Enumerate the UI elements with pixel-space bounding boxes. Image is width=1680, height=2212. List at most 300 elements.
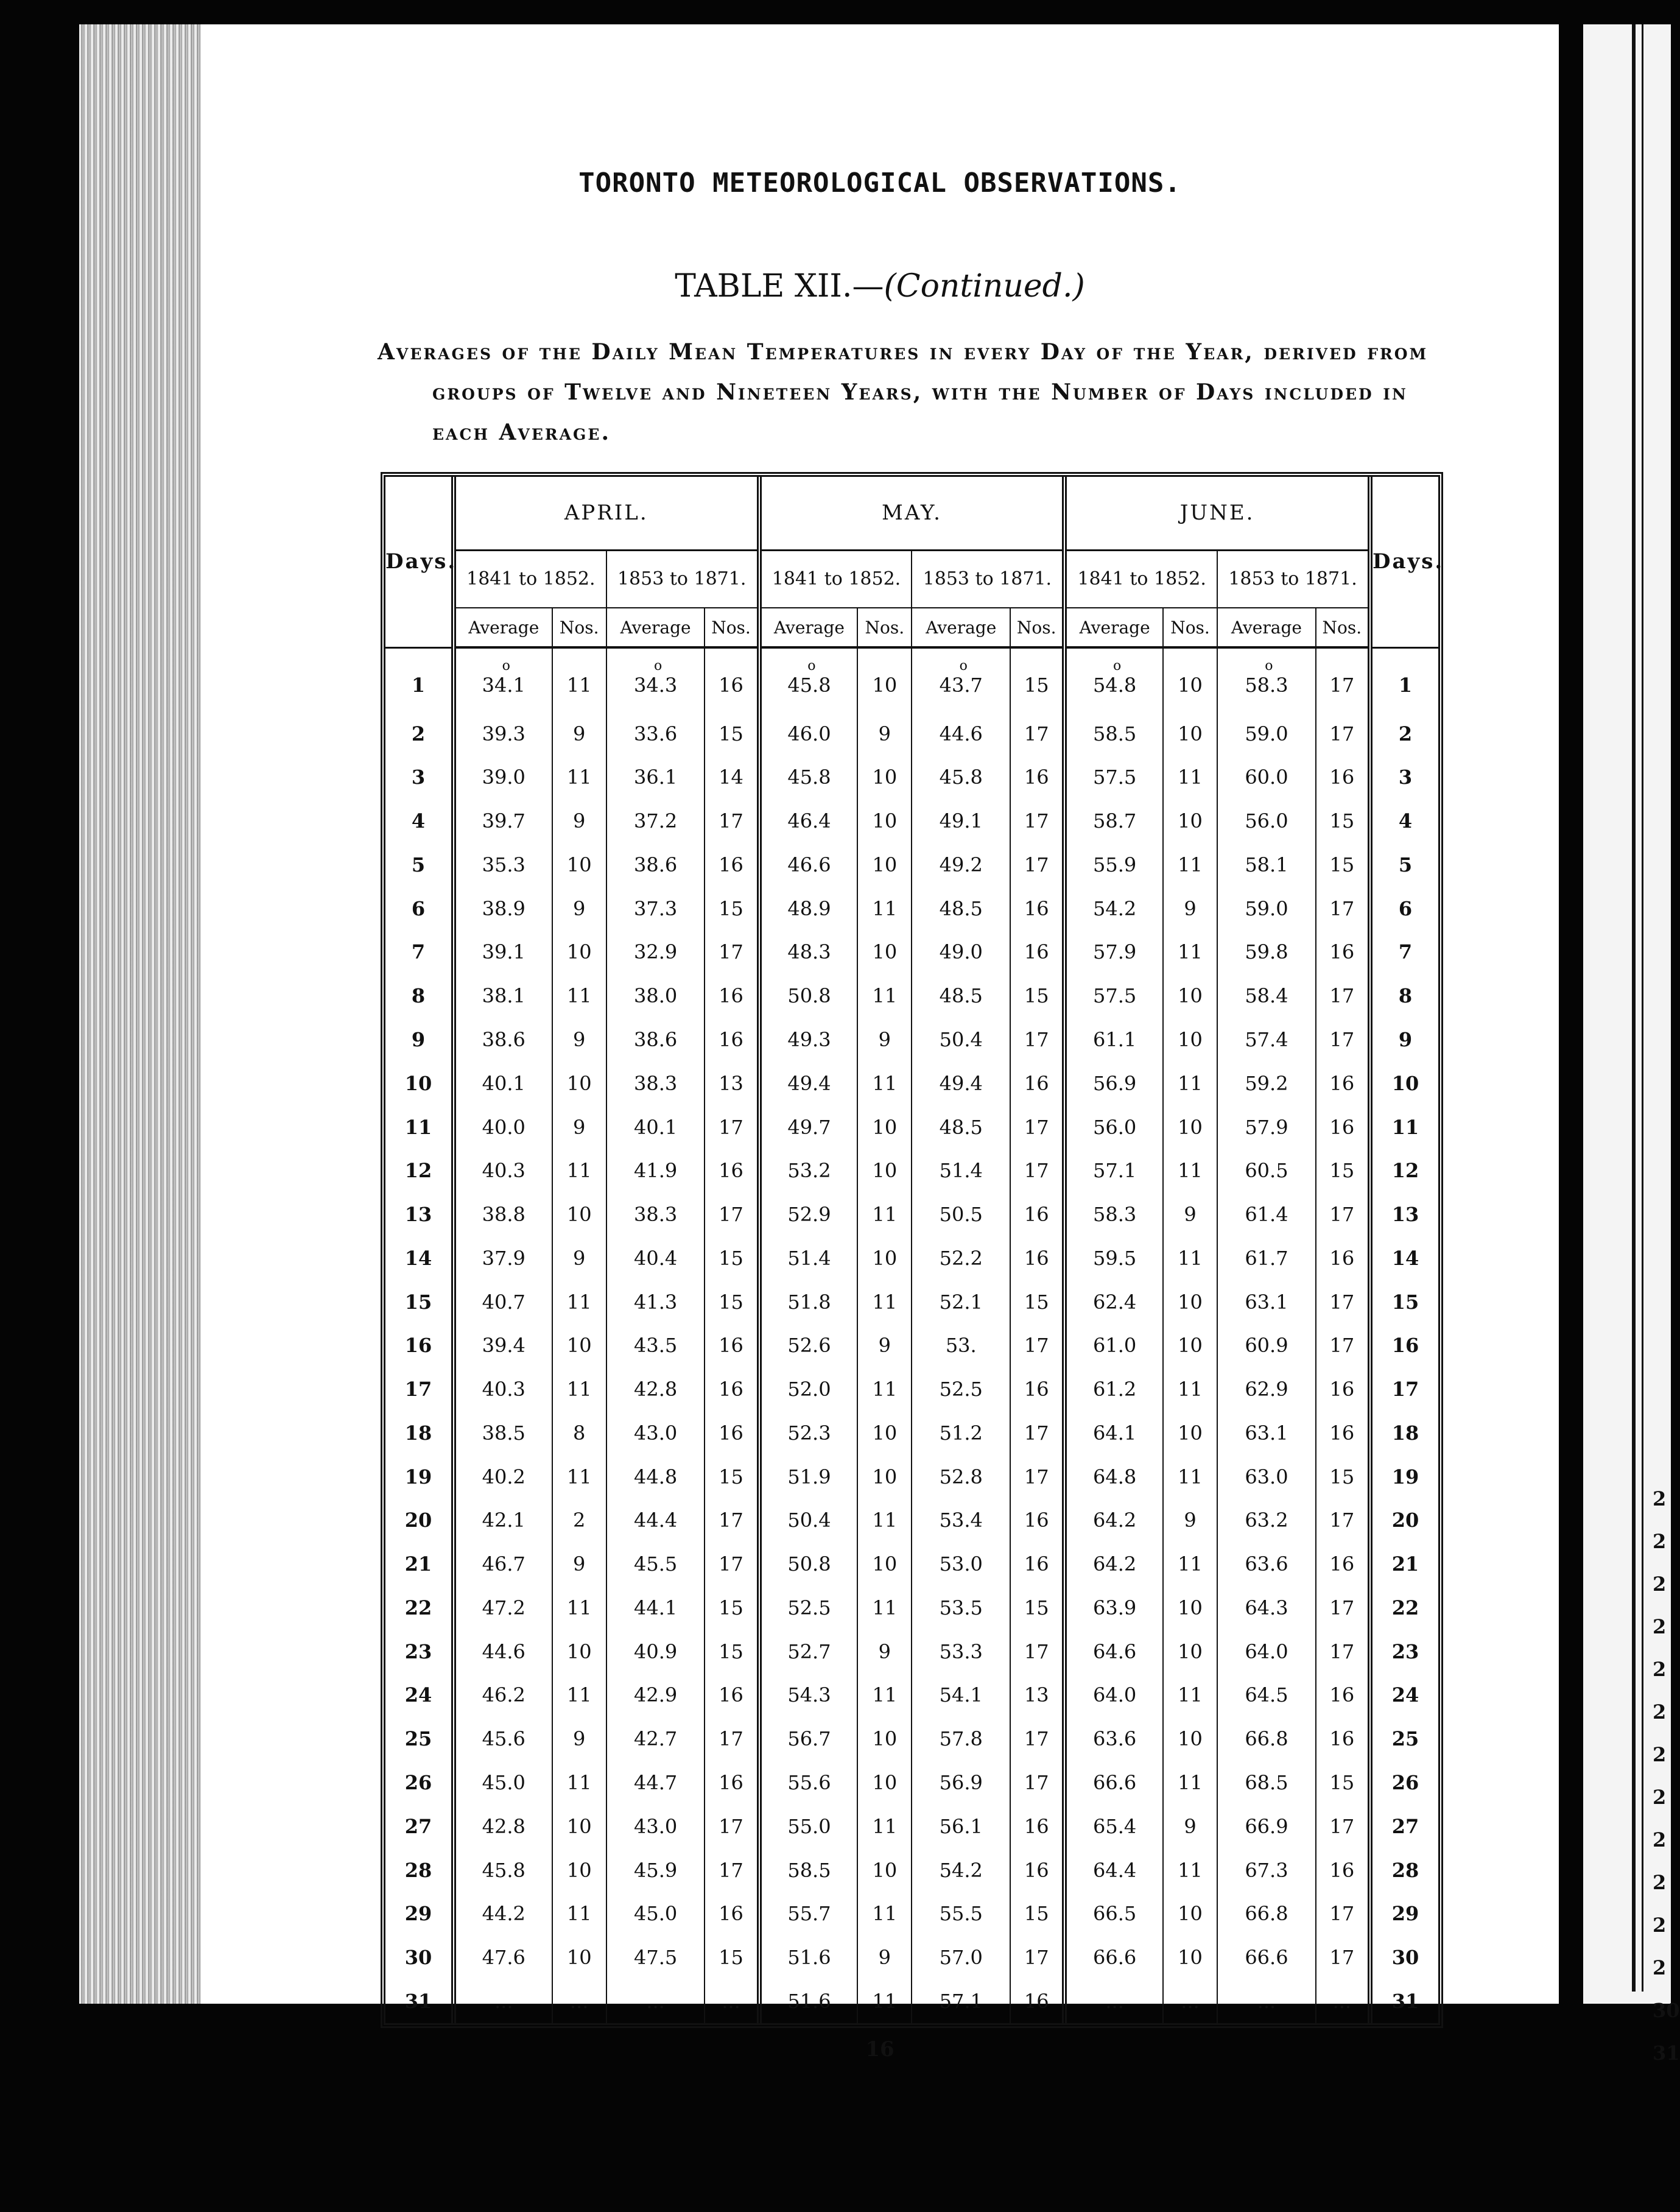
- average-cell: 38.6: [454, 1018, 552, 1062]
- nos-cell: 16: [1316, 1542, 1370, 1586]
- average-cell: 49.3: [759, 1018, 858, 1062]
- average-cell: 47.6: [454, 1936, 552, 1979]
- nos-cell: 17: [1010, 1105, 1064, 1149]
- running-title: TORONTO METEOROLOGICAL OBSERVATIONS.: [578, 167, 1181, 199]
- average-cell: 50.5: [912, 1192, 1010, 1236]
- nos-cell: 15: [705, 1236, 759, 1280]
- nos-cell: 17: [1316, 647, 1370, 712]
- average-cell: 61.4: [1217, 1192, 1316, 1236]
- facing-page-text: 2: [1653, 1700, 1667, 1724]
- average-cell: 59.5: [1064, 1236, 1163, 1280]
- nos-cell: 17: [1316, 1499, 1370, 1543]
- nos-cell: 10: [857, 1149, 912, 1192]
- average-value: 54.8: [1093, 673, 1137, 697]
- average-cell: 62.9: [1217, 1367, 1316, 1411]
- nos-cell: 17: [705, 799, 759, 843]
- nos-cell: 16: [1010, 1499, 1064, 1543]
- average-cell: 66.8: [1217, 1717, 1316, 1761]
- average-cell: 41.3: [606, 1280, 705, 1324]
- nos-cell: 15: [705, 1630, 759, 1674]
- nos-column-header: Nos.: [1316, 608, 1370, 647]
- table-title: [201, 268, 1559, 305]
- facing-page-text: 2: [1653, 1871, 1667, 1894]
- nos-cell: 16: [705, 1674, 759, 1717]
- average-column-header: Average: [606, 608, 705, 647]
- nos-cell: 15: [705, 712, 759, 756]
- average-cell: 64.0: [1217, 1630, 1316, 1674]
- period-header: 1841 to 1852.: [759, 550, 912, 608]
- average-cell: 51.6: [759, 1936, 858, 1979]
- nos-cell: 17: [1316, 1586, 1370, 1630]
- average-cell: 38.0: [606, 974, 705, 1018]
- nos-cell: 11: [857, 1062, 912, 1105]
- nos-cell: 11: [1163, 1674, 1217, 1717]
- average-cell: 57.9: [1064, 931, 1163, 974]
- average-cell: 55.0: [759, 1805, 858, 1848]
- table-row: [385, 1236, 1438, 1280]
- day-cell: 25: [1370, 1717, 1438, 1761]
- average-cell: [454, 647, 552, 712]
- nos-cell: 16: [705, 1149, 759, 1192]
- average-cell: 32.9: [606, 931, 705, 974]
- period-header: 1853 to 1871.: [912, 550, 1064, 608]
- table-row: [385, 1936, 1438, 1979]
- nos-cell: 16: [1316, 1717, 1370, 1761]
- table-title-continued: (Continued.): [884, 268, 1085, 305]
- day-cell: 5: [411, 853, 426, 876]
- nos-cell: 16: [1316, 1411, 1370, 1455]
- nos-cell: 10: [857, 647, 912, 712]
- nos-cell: 10: [857, 1236, 912, 1280]
- day-cell: 9: [411, 1028, 426, 1051]
- average-cell: 49.4: [759, 1062, 858, 1105]
- average-cell: 64.3: [1217, 1586, 1316, 1630]
- period-header: 1841 to 1852.: [454, 550, 606, 608]
- nos-cell: 10: [857, 1455, 912, 1499]
- average-cell: 57.8: [912, 1717, 1010, 1761]
- degree-value: [939, 658, 983, 697]
- average-cell: 56.9: [1064, 1062, 1163, 1105]
- day-cell: 1: [411, 673, 426, 697]
- nos-cell: 17: [1010, 1018, 1064, 1062]
- average-cell: 52.2: [912, 1236, 1010, 1280]
- average-cell: 53.2: [759, 1149, 858, 1192]
- nos-cell: 16: [705, 1323, 759, 1367]
- average-cell: 60.9: [1217, 1323, 1316, 1367]
- nos-cell: 11: [857, 1280, 912, 1324]
- day-cell: 15: [404, 1290, 432, 1314]
- nos-cell: 11: [552, 1149, 606, 1192]
- nos-cell: 10: [857, 1542, 912, 1586]
- average-cell: 39.1: [454, 931, 552, 974]
- day-cell: 11: [404, 1115, 432, 1139]
- page-number: 16: [865, 2037, 894, 2062]
- nos-cell: 15: [705, 1936, 759, 1979]
- average-cell: 37.3: [606, 887, 705, 931]
- day-cell: 2: [1370, 712, 1438, 756]
- facing-page-fragment: [1583, 24, 1680, 2065]
- table-row: [385, 1149, 1438, 1192]
- nos-cell: ...: [1316, 1979, 1370, 2023]
- nos-cell: ...: [1163, 1979, 1217, 2023]
- nos-cell: 17: [1316, 1630, 1370, 1674]
- nos-cell: 14: [705, 756, 759, 800]
- average-cell: 61.0: [1064, 1323, 1163, 1367]
- average-cell: 63.6: [1217, 1542, 1316, 1586]
- average-cell: 38.6: [606, 843, 705, 887]
- nos-cell: 15: [1010, 1892, 1064, 1936]
- average-cell: ...: [1217, 1979, 1316, 2023]
- average-cell: 40.1: [454, 1062, 552, 1105]
- average-cell: 42.1: [454, 1499, 552, 1543]
- average-cell: 63.9: [1064, 1586, 1163, 1630]
- month-header-june: JUNE.: [1064, 477, 1370, 550]
- average-cell: [912, 647, 1010, 712]
- day-cell: 31: [404, 1989, 432, 2013]
- nos-cell: 10: [1163, 647, 1217, 712]
- average-cell: 56.0: [1217, 799, 1316, 843]
- day-cell: 23: [404, 1640, 432, 1663]
- average-cell: [606, 647, 705, 712]
- nos-cell: 15: [1010, 1586, 1064, 1630]
- table-row: [385, 1674, 1438, 1717]
- average-value: 43.7: [939, 673, 983, 697]
- nos-cell: 16: [705, 974, 759, 1018]
- average-cell: 60.5: [1217, 1149, 1316, 1192]
- average-cell: 66.9: [1217, 1805, 1316, 1848]
- day-cell: 20: [1370, 1499, 1438, 1543]
- nos-cell: 17: [1010, 1761, 1064, 1805]
- average-cell: 46.6: [759, 843, 858, 887]
- degree-mark: o: [807, 658, 816, 674]
- book-page-edges: [79, 24, 219, 2004]
- average-cell: ...: [1064, 1979, 1163, 2023]
- table-row: [385, 1630, 1438, 1674]
- nos-column-header: Nos.: [552, 608, 606, 647]
- average-cell: 47.5: [606, 1936, 705, 1979]
- average-cell: 43.0: [606, 1411, 705, 1455]
- table-row: [385, 1542, 1438, 1586]
- day-cell: 11: [1370, 1105, 1438, 1149]
- average-cell: 53.0: [912, 1542, 1010, 1586]
- average-cell: 51.4: [759, 1236, 858, 1280]
- day-cell: 6: [1370, 887, 1438, 931]
- average-cell: [759, 647, 858, 712]
- nos-cell: 17: [1010, 1149, 1064, 1192]
- table-row: [385, 1586, 1438, 1630]
- table-row: [385, 1280, 1438, 1324]
- nos-cell: 10: [857, 756, 912, 800]
- average-cell: 45.5: [606, 1542, 705, 1586]
- average-cell: 57.5: [1064, 974, 1163, 1018]
- nos-cell: 15: [705, 887, 759, 931]
- nos-cell: 17: [705, 931, 759, 974]
- average-cell: 66.6: [1064, 1761, 1163, 1805]
- average-cell: 42.8: [454, 1805, 552, 1848]
- nos-cell: 17: [1010, 1717, 1064, 1761]
- nos-cell: 11: [552, 974, 606, 1018]
- average-cell: 51.2: [912, 1411, 1010, 1455]
- nos-cell: 16: [1316, 1367, 1370, 1411]
- nos-cell: 16: [1316, 931, 1370, 974]
- nos-cell: 11: [857, 1979, 912, 2023]
- day-cell: 5: [1370, 843, 1438, 887]
- average-cell: 50.8: [759, 1542, 858, 1586]
- average-cell: 40.0: [454, 1105, 552, 1149]
- nos-cell: ...: [552, 1979, 606, 2023]
- nos-cell: 16: [705, 1367, 759, 1411]
- nos-cell: 11: [1163, 1062, 1217, 1105]
- day-cell: 16: [1370, 1323, 1438, 1367]
- day-cell: 14: [1370, 1236, 1438, 1280]
- nos-cell: 11: [857, 1499, 912, 1543]
- day-cell: 3: [1370, 756, 1438, 800]
- nos-cell: 16: [1010, 1542, 1064, 1586]
- average-cell: 46.0: [759, 712, 858, 756]
- average-cell: 45.0: [454, 1761, 552, 1805]
- average-cell: 42.8: [606, 1367, 705, 1411]
- day-cell: 29: [404, 1902, 432, 1926]
- average-cell: 52.0: [759, 1367, 858, 1411]
- average-cell: 58.5: [759, 1848, 858, 1892]
- average-cell: 53.3: [912, 1630, 1010, 1674]
- average-cell: 61.2: [1064, 1367, 1163, 1411]
- day-cell: 30: [404, 1946, 432, 1970]
- average-cell: 53.4: [912, 1499, 1010, 1543]
- nos-cell: 9: [857, 712, 912, 756]
- nos-cell: 9: [552, 712, 606, 756]
- average-value: 45.8: [787, 673, 831, 697]
- nos-cell: 16: [705, 1411, 759, 1455]
- average-cell: 38.3: [606, 1192, 705, 1236]
- day-cell: 18: [404, 1421, 432, 1445]
- nos-cell: 9: [552, 799, 606, 843]
- nos-cell: 17: [1316, 1892, 1370, 1936]
- nos-cell: 17: [1010, 1630, 1064, 1674]
- nos-cell: 10: [552, 931, 606, 974]
- day-cell: 6: [411, 896, 426, 920]
- average-cell: 48.9: [759, 887, 858, 931]
- nos-cell: 11: [552, 756, 606, 800]
- average-cell: 54.1: [912, 1674, 1010, 1717]
- average-cell: 52.9: [759, 1192, 858, 1236]
- day-cell: 1: [1370, 647, 1438, 712]
- day-cell: 27: [1370, 1805, 1438, 1848]
- table-row: [385, 1105, 1438, 1149]
- period-header: 1841 to 1852.: [1064, 550, 1217, 608]
- average-cell: 52.1: [912, 1280, 1010, 1324]
- average-cell: 58.1: [1217, 843, 1316, 887]
- average-cell: 38.5: [454, 1411, 552, 1455]
- nos-cell: 15: [1010, 647, 1064, 712]
- average-column-header: Average: [759, 608, 858, 647]
- degree-mark: o: [502, 658, 510, 674]
- average-cell: 52.3: [759, 1411, 858, 1455]
- day-cell: 19: [1370, 1455, 1438, 1499]
- nos-cell: 17: [705, 1105, 759, 1149]
- nos-cell: 13: [1010, 1674, 1064, 1717]
- nos-cell: 10: [857, 1105, 912, 1149]
- average-cell: 38.6: [606, 1018, 705, 1062]
- nos-cell: 10: [1163, 1936, 1217, 1979]
- nos-cell: 17: [1010, 1323, 1064, 1367]
- nos-cell: 11: [552, 1367, 606, 1411]
- average-cell: 61.7: [1217, 1236, 1316, 1280]
- nos-cell: 16: [705, 1018, 759, 1062]
- average-cell: 59.2: [1217, 1062, 1316, 1105]
- average-column-header: Average: [1064, 608, 1163, 647]
- degree-mark: o: [653, 658, 663, 674]
- nos-cell: 11: [857, 1192, 912, 1236]
- facing-page-text: 2: [1653, 1828, 1667, 1851]
- average-cell: 63.1: [1217, 1411, 1316, 1455]
- average-cell: [1064, 647, 1163, 712]
- average-cell: 51.9: [759, 1455, 858, 1499]
- average-cell: 50.4: [759, 1499, 858, 1543]
- average-cell: 45.6: [454, 1717, 552, 1761]
- day-cell: 8: [1370, 974, 1438, 1018]
- average-cell: 53.: [912, 1323, 1010, 1367]
- average-cell: 52.7: [759, 1630, 858, 1674]
- document-page: [201, 24, 1559, 2062]
- average-cell: 36.1: [606, 756, 705, 800]
- nos-cell: 15: [1010, 1280, 1064, 1324]
- average-cell: 42.9: [606, 1674, 705, 1717]
- average-cell: 58.7: [1064, 799, 1163, 843]
- average-cell: 66.5: [1064, 1892, 1163, 1936]
- average-cell: 56.0: [1064, 1105, 1163, 1149]
- day-cell: 21: [1370, 1542, 1438, 1586]
- average-cell: 58.5: [1064, 712, 1163, 756]
- degree-value: [482, 658, 525, 697]
- table-row: [385, 1761, 1438, 1805]
- nos-cell: 11: [552, 647, 606, 712]
- table-row: [385, 1411, 1438, 1455]
- nos-cell: 17: [705, 1805, 759, 1848]
- nos-cell: 17: [1010, 799, 1064, 843]
- nos-cell: 10: [552, 1630, 606, 1674]
- average-cell: 39.3: [454, 712, 552, 756]
- nos-cell: 11: [1163, 843, 1217, 887]
- nos-cell: 10: [1163, 1630, 1217, 1674]
- day-cell: 24: [1370, 1674, 1438, 1717]
- average-cell: 40.3: [454, 1367, 552, 1411]
- nos-cell: 16: [1316, 1848, 1370, 1892]
- average-cell: 55.5: [912, 1892, 1010, 1936]
- average-cell: 55.7: [759, 1892, 858, 1936]
- nos-cell: 17: [705, 1848, 759, 1892]
- temperature-table: [385, 477, 1444, 2023]
- average-cell: 57.4: [1217, 1018, 1316, 1062]
- day-cell: 25: [404, 1727, 432, 1751]
- table-row: [385, 887, 1438, 931]
- nos-cell: 16: [705, 1892, 759, 1936]
- nos-cell: 15: [1316, 1761, 1370, 1805]
- nos-cell: 10: [1163, 974, 1217, 1018]
- day-cell: 4: [1370, 799, 1438, 843]
- day-cell: 30: [1370, 1936, 1438, 1979]
- day-cell: 15: [1370, 1280, 1438, 1324]
- average-cell: 52.5: [912, 1367, 1010, 1411]
- nos-cell: 16: [1316, 1062, 1370, 1105]
- nos-cell: 16: [705, 1761, 759, 1805]
- table-row: [385, 756, 1438, 800]
- average-value: 34.1: [482, 673, 525, 697]
- average-cell: 65.4: [1064, 1805, 1163, 1848]
- nos-cell: 10: [1163, 1586, 1217, 1630]
- table-row: [385, 1499, 1438, 1543]
- average-value: 58.3: [1245, 673, 1288, 697]
- average-cell: 64.2: [1064, 1542, 1163, 1586]
- average-value: 34.3: [633, 673, 678, 697]
- average-cell: 63.2: [1217, 1499, 1316, 1543]
- average-column-header: Average: [1217, 608, 1316, 647]
- average-cell: 49.4: [912, 1062, 1010, 1105]
- average-cell: 42.7: [606, 1717, 705, 1761]
- nos-cell: 10: [857, 1717, 912, 1761]
- nos-cell: 9: [857, 1936, 912, 1979]
- nos-cell: 10: [1163, 712, 1217, 756]
- average-cell: 38.1: [454, 974, 552, 1018]
- day-cell: 21: [404, 1552, 432, 1576]
- average-cell: 37.2: [606, 799, 705, 843]
- nos-cell: 17: [1316, 712, 1370, 756]
- average-cell: 48.5: [912, 974, 1010, 1018]
- average-cell: 57.1: [1064, 1149, 1163, 1192]
- day-cell: 9: [1370, 1018, 1438, 1062]
- average-cell: 33.6: [606, 712, 705, 756]
- temperature-table-frame: [381, 472, 1443, 2028]
- average-cell: 43.0: [606, 1805, 705, 1848]
- average-cell: 51.8: [759, 1280, 858, 1324]
- day-cell: 13: [1370, 1192, 1438, 1236]
- nos-cell: 17: [705, 1542, 759, 1586]
- nos-cell: 17: [1010, 712, 1064, 756]
- average-cell: 35.3: [454, 843, 552, 887]
- day-cell: 10: [1370, 1062, 1438, 1105]
- nos-cell: 11: [552, 1761, 606, 1805]
- facing-page-rule: [1642, 24, 1643, 1992]
- nos-cell: 9: [1163, 1499, 1217, 1543]
- average-cell: 38.9: [454, 887, 552, 931]
- average-cell: 57.0: [912, 1936, 1010, 1979]
- nos-cell: 11: [552, 1455, 606, 1499]
- average-cell: 57.9: [1217, 1105, 1316, 1149]
- day-cell: 10: [404, 1071, 432, 1095]
- nos-cell: 10: [1163, 1892, 1217, 1936]
- nos-cell: 11: [1163, 756, 1217, 800]
- day-cell: 17: [1370, 1367, 1438, 1411]
- day-cell: 7: [411, 940, 426, 964]
- average-cell: 43.5: [606, 1323, 705, 1367]
- day-cell: 29: [1370, 1892, 1438, 1936]
- average-cell: 63.6: [1064, 1717, 1163, 1761]
- average-cell: 44.8: [606, 1455, 705, 1499]
- day-cell: 28: [1370, 1848, 1438, 1892]
- nos-cell: 17: [1316, 1192, 1370, 1236]
- day-cell: 12: [1370, 1149, 1438, 1192]
- average-cell: 64.4: [1064, 1848, 1163, 1892]
- average-cell: 60.0: [1217, 756, 1316, 800]
- nos-cell: 11: [857, 974, 912, 1018]
- table-row: [385, 1805, 1438, 1848]
- nos-cell: 11: [552, 1674, 606, 1717]
- nos-cell: 17: [1010, 1936, 1064, 1979]
- nos-cell: 15: [1316, 1455, 1370, 1499]
- average-cell: 45.0: [606, 1892, 705, 1936]
- day-cell: 28: [404, 1858, 432, 1882]
- average-cell: 48.3: [759, 931, 858, 974]
